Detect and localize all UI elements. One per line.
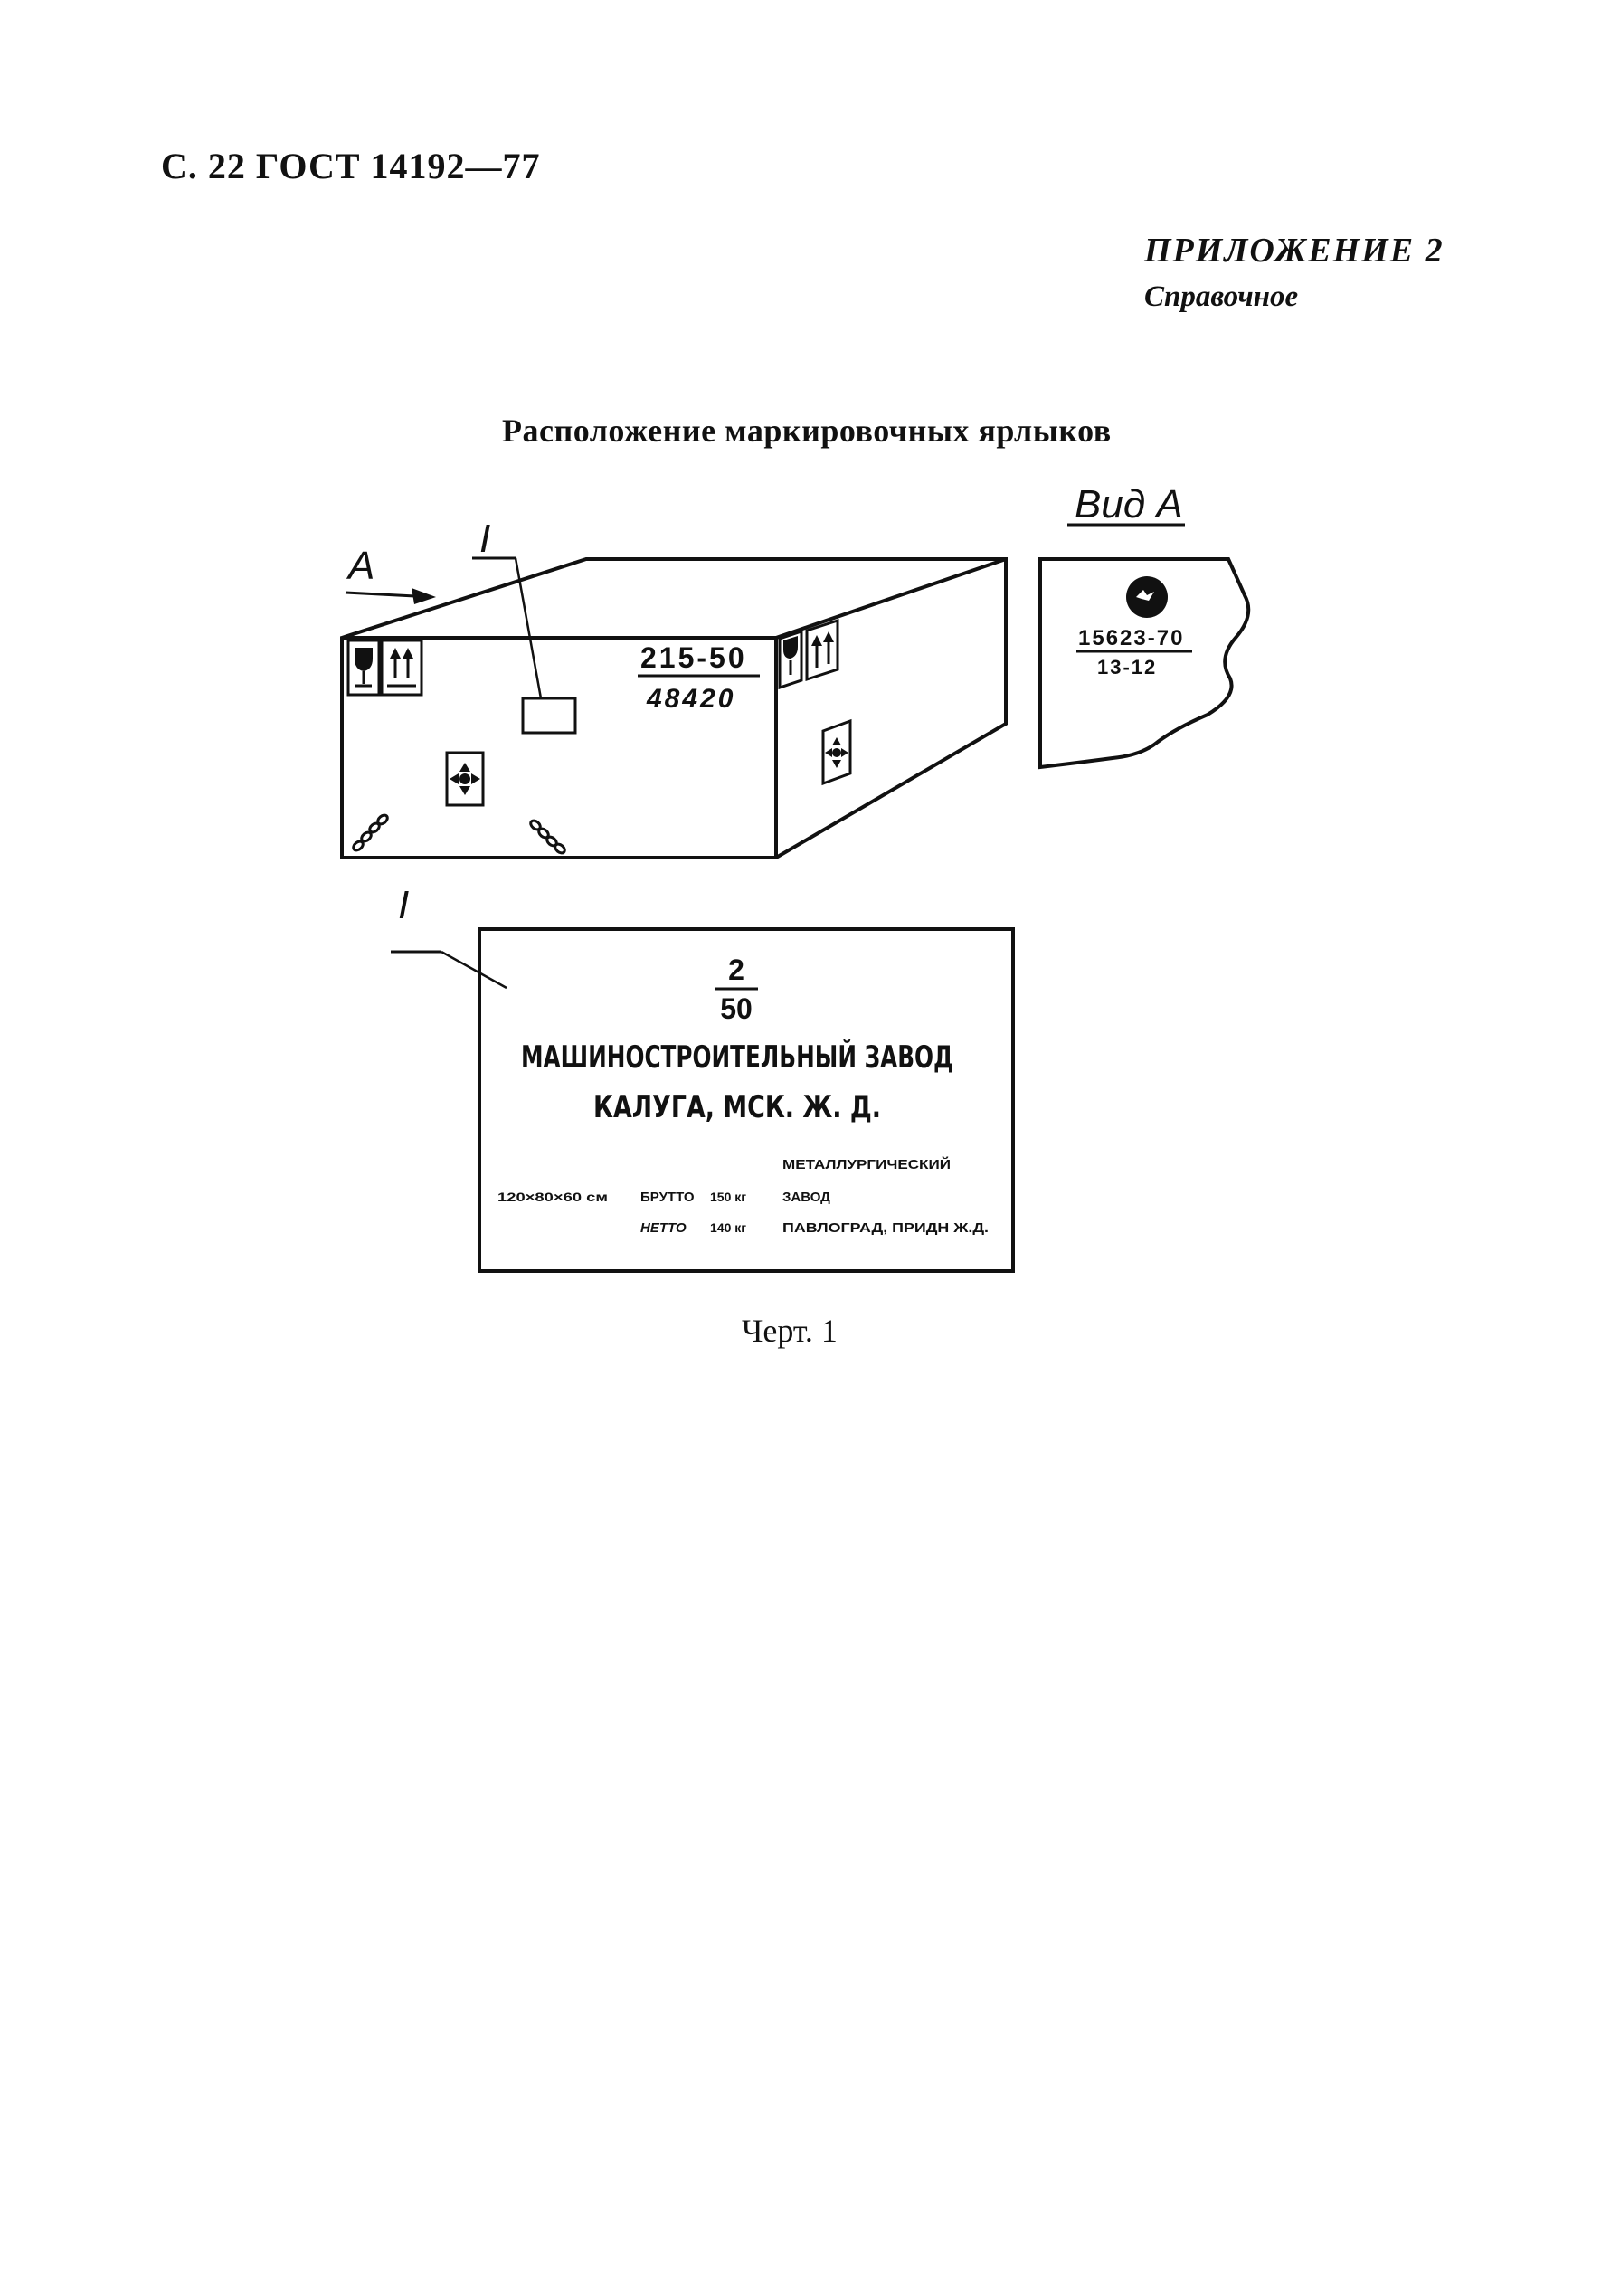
net-value: 140 кг <box>710 1220 747 1235</box>
sender-line2: ЗАВОД <box>782 1190 830 1205</box>
page-header: С. 22 ГОСТ 14192—77 <box>161 146 541 186</box>
view-arrow-label: А <box>348 544 375 588</box>
callout-box <box>472 517 575 733</box>
fragile-icon <box>355 648 373 671</box>
view-arrow <box>346 544 436 604</box>
net-label: НЕТТО <box>640 1220 687 1236</box>
chain-icon <box>529 819 566 855</box>
center-of-gravity-icon <box>450 763 480 795</box>
appendix-title: ПРИЛОЖЕНИЕ 2 <box>1144 232 1445 270</box>
appendix-subtitle: Справочное <box>1144 280 1299 313</box>
arrowhead-icon <box>412 588 436 604</box>
sling-marks <box>352 813 566 855</box>
view-mark-top: 15623-70 <box>1078 626 1185 650</box>
label-fraction-top: 2 <box>728 954 744 986</box>
consignee-line1: МАШИНОСТРОИТЕЛЬНЫЙ ЗАВОД <box>521 1039 1117 1076</box>
label-detail <box>391 883 1117 1271</box>
front-mark-bottom: 48420 <box>647 684 736 714</box>
up-arrows-icon <box>811 631 834 668</box>
label-fraction-bottom: 50 <box>720 992 753 1025</box>
callout-label-bottom: I <box>398 883 410 927</box>
gross-value: 150 кг <box>710 1190 747 1204</box>
figure-caption: Черт. 1 <box>742 1313 838 1349</box>
keep-dry-sign-front <box>447 753 483 805</box>
label-placeholder <box>523 698 575 733</box>
view-a-label: Вид А <box>1075 482 1183 527</box>
figure-title: Расположение маркировочных ярлыков <box>502 413 1112 449</box>
front-mark-top: 215-50 <box>640 641 747 674</box>
view-a <box>1040 482 1248 767</box>
up-arrows-icon <box>387 648 416 686</box>
sender-line3: ПАВЛОГРАД, ПРИДН Ж.Д. <box>782 1220 989 1236</box>
handling-signs-front <box>348 640 422 695</box>
center-of-gravity-icon <box>825 737 848 768</box>
view-mark-bottom: 13-12 <box>1097 656 1158 678</box>
sender-line1: МЕТАЛЛУРГИЧЕСКИЙ <box>782 1157 931 1172</box>
consignee-line2: КАЛУГА, МСК. Ж. Д. <box>593 1089 881 1125</box>
handling-signs-side <box>780 621 850 783</box>
chain-icon <box>352 813 389 852</box>
front-mark <box>638 641 760 714</box>
dimensions: 120×80×60 см <box>497 1190 608 1204</box>
callout-label-top: I <box>479 517 491 561</box>
fragile-icon <box>783 636 798 659</box>
gross-label: БРУТТО <box>640 1190 695 1205</box>
